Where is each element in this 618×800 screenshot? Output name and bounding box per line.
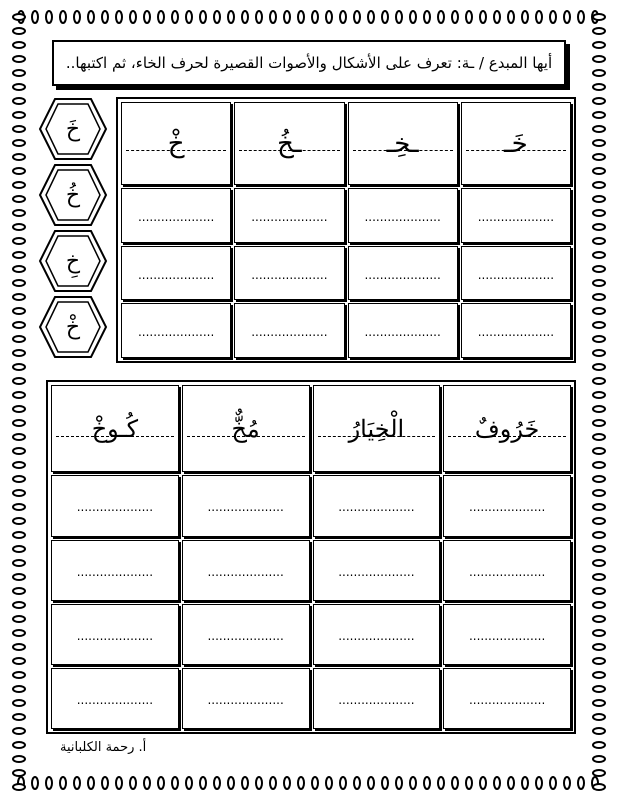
chain-pattern-bottom <box>12 774 606 792</box>
chain-link <box>593 56 605 62</box>
chain-link <box>593 238 605 244</box>
writing-cell[interactable] <box>121 188 231 243</box>
chain-link <box>13 196 25 202</box>
chain-link <box>593 700 605 706</box>
words-table <box>46 380 576 734</box>
chain-link <box>13 238 25 244</box>
chain-link <box>13 42 25 48</box>
dotted-line: .................... <box>207 692 284 707</box>
hexagon-letter <box>38 229 108 293</box>
chain-link <box>564 777 570 789</box>
chain-link <box>593 714 605 720</box>
table-row <box>51 385 571 472</box>
writing-cell[interactable] <box>182 475 310 536</box>
letter-form-cell <box>121 102 231 185</box>
chain-link <box>13 672 25 678</box>
chain-link <box>593 616 605 622</box>
chain-link <box>13 658 25 664</box>
chain-link <box>13 434 25 440</box>
chain-link <box>13 168 25 174</box>
chain-link <box>593 770 605 776</box>
dotted-line: .................... <box>251 209 328 224</box>
dotted-line: .................... <box>137 267 215 282</box>
chain-link <box>13 280 25 286</box>
chain-link <box>13 182 25 188</box>
chain-link <box>593 756 605 762</box>
chain-link <box>158 777 164 789</box>
chain-link <box>13 588 25 594</box>
chain-link <box>13 546 25 552</box>
dotted-line: .................... <box>477 325 555 340</box>
chain-link <box>172 777 178 789</box>
chain-pattern-right <box>590 8 608 792</box>
dotted-line: .................... <box>338 564 415 579</box>
chain-link <box>13 448 25 454</box>
table-row <box>51 604 571 665</box>
dotted-line: .................... <box>364 325 441 340</box>
writing-cell[interactable] <box>182 540 310 601</box>
chain-link <box>593 154 605 160</box>
short-vowel-letter: خَ <box>65 116 81 142</box>
chain-link <box>60 11 66 23</box>
chain-link <box>200 777 206 789</box>
chain-link <box>578 11 584 23</box>
chain-link <box>466 11 472 23</box>
chain-link <box>593 630 605 636</box>
chain-link <box>593 378 605 384</box>
chain-link <box>354 11 360 23</box>
dotted-line: .................... <box>137 209 215 224</box>
chain-link <box>186 777 192 789</box>
chain-link <box>158 11 164 23</box>
chain-link <box>340 777 346 789</box>
writing-cell[interactable] <box>121 303 231 358</box>
chain-link <box>494 777 500 789</box>
chain-link <box>593 168 605 174</box>
dotted-line: .................... <box>468 628 546 643</box>
word: الْخِيَارُ <box>348 414 405 443</box>
chain-link <box>593 420 605 426</box>
chain-link <box>593 112 605 118</box>
writing-cell[interactable] <box>51 604 179 665</box>
chain-link <box>550 11 556 23</box>
dotted-line: .................... <box>207 628 284 643</box>
chain-link <box>13 392 25 398</box>
letter-form-cell <box>461 102 571 185</box>
chain-link <box>13 378 25 384</box>
chain-link <box>13 476 25 482</box>
chain-link <box>13 714 25 720</box>
writing-cell[interactable] <box>121 246 231 301</box>
chain-link <box>593 266 605 272</box>
chain-link <box>13 336 25 342</box>
chain-link <box>593 518 605 524</box>
chain-link <box>593 686 605 692</box>
chain-link <box>116 11 122 23</box>
chain-link <box>13 266 25 272</box>
dotted-line: .................... <box>468 692 546 707</box>
table-row <box>121 246 571 301</box>
chain-link <box>60 777 66 789</box>
chain-link <box>438 11 444 23</box>
chain-link <box>13 700 25 706</box>
chain-link <box>13 644 25 650</box>
instruction-text: أيها المبدع / ـة: تعرف على الأشكال والأصوات القصيرة لحرف الخاء، ثم اكتبها.. <box>65 54 553 72</box>
chain-link <box>578 777 584 789</box>
chain-link <box>102 777 108 789</box>
chain-link <box>396 11 402 23</box>
chain-link <box>312 11 318 23</box>
letter-form-cell <box>348 102 458 185</box>
chain-link <box>13 742 25 748</box>
chain-link <box>410 777 416 789</box>
table-row <box>51 540 571 601</box>
hexagon-letter <box>38 163 108 227</box>
word-cell <box>443 385 571 472</box>
chain-link <box>593 742 605 748</box>
dotted-line: .................... <box>76 564 154 579</box>
chain-link <box>593 252 605 258</box>
writing-cell[interactable] <box>182 668 310 729</box>
chain-link <box>593 476 605 482</box>
chain-link <box>13 252 25 258</box>
chain-link <box>593 140 605 146</box>
chain-link <box>593 602 605 608</box>
chain-link <box>228 11 234 23</box>
chain-border-right <box>590 8 608 792</box>
chain-link <box>88 11 94 23</box>
chain-link <box>13 616 25 622</box>
chain-link <box>13 532 25 538</box>
chain-link <box>13 294 25 300</box>
chain-link <box>536 777 542 789</box>
writing-cell[interactable] <box>461 188 571 243</box>
chain-link <box>214 11 220 23</box>
chain-link <box>508 777 514 789</box>
word: كُـوخْ <box>91 414 139 443</box>
chain-link <box>593 70 605 76</box>
dotted-line: .................... <box>137 325 215 340</box>
chain-link <box>116 777 122 789</box>
chain-link <box>593 350 605 356</box>
chain-link <box>593 322 605 328</box>
dotted-line: .................... <box>468 564 546 579</box>
chain-link <box>593 784 605 790</box>
chain-link <box>13 770 25 776</box>
chain-link <box>200 11 206 23</box>
letter-form: خَـ <box>504 128 528 159</box>
chain-link <box>13 560 25 566</box>
chain-link <box>593 280 605 286</box>
chain-link <box>172 11 178 23</box>
chain-link <box>298 777 304 789</box>
chain-link <box>424 777 430 789</box>
chain-link <box>284 11 290 23</box>
chain-link <box>74 11 80 23</box>
chain-link <box>13 784 25 790</box>
chain-link <box>522 777 528 789</box>
chain-link <box>298 11 304 23</box>
chain-link <box>593 182 605 188</box>
chain-link <box>242 777 248 789</box>
table-row <box>51 668 571 729</box>
letter-form: ـخِـ <box>386 128 419 159</box>
chain-link <box>480 11 486 23</box>
chain-link <box>13 462 25 468</box>
chain-link <box>340 11 346 23</box>
writing-cell[interactable] <box>443 540 571 601</box>
chain-link <box>593 392 605 398</box>
chain-link <box>564 11 570 23</box>
writing-cell[interactable] <box>51 540 179 601</box>
chain-link <box>13 420 25 426</box>
writing-cell[interactable] <box>443 475 571 536</box>
chain-link <box>593 588 605 594</box>
writing-cell[interactable] <box>461 303 571 358</box>
chain-link <box>46 11 52 23</box>
chain-link <box>508 11 514 23</box>
chain-link <box>382 11 388 23</box>
chain-link <box>550 777 556 789</box>
chain-link <box>593 560 605 566</box>
word-cell <box>182 385 310 472</box>
writing-cell[interactable] <box>51 668 179 729</box>
chain-link <box>130 11 136 23</box>
chain-link <box>593 406 605 412</box>
chain-link <box>410 11 416 23</box>
short-vowel-letter: خُ <box>65 182 81 208</box>
chain-link <box>593 658 605 664</box>
chain-link <box>13 112 25 118</box>
chain-link <box>593 364 605 370</box>
writing-cell[interactable] <box>443 668 571 729</box>
chain-link <box>13 406 25 412</box>
chain-border-bottom <box>12 774 606 792</box>
table-row <box>121 188 571 243</box>
chain-link <box>270 777 276 789</box>
chain-link <box>480 777 486 789</box>
chain-link <box>186 11 192 23</box>
word: مُخٌّ <box>231 414 260 443</box>
chain-link <box>593 448 605 454</box>
chain-link <box>593 14 605 20</box>
chain-link <box>593 462 605 468</box>
chain-link <box>13 504 25 510</box>
chain-link <box>13 728 25 734</box>
chain-border-top <box>12 8 606 26</box>
chain-link <box>13 126 25 132</box>
chain-link <box>536 11 542 23</box>
writing-cell[interactable] <box>234 188 344 243</box>
chain-link <box>13 154 25 160</box>
chain-link <box>466 777 472 789</box>
chain-link <box>593 126 605 132</box>
chain-link <box>13 98 25 104</box>
writing-cell[interactable] <box>443 604 571 665</box>
chain-link <box>593 434 605 440</box>
dotted-line: .................... <box>207 500 284 515</box>
instruction-box <box>52 40 566 86</box>
chain-link <box>522 11 528 23</box>
chain-link <box>13 364 25 370</box>
chain-link <box>396 777 402 789</box>
chain-link <box>13 70 25 76</box>
chain-link <box>13 686 25 692</box>
chain-link <box>593 672 605 678</box>
table-row <box>121 303 571 358</box>
chain-link <box>326 11 332 23</box>
dotted-line: .................... <box>76 628 154 643</box>
dotted-line: .................... <box>364 209 441 224</box>
chain-link <box>256 11 262 23</box>
chain-link <box>593 644 605 650</box>
writing-cell[interactable] <box>461 246 571 301</box>
chain-link <box>593 308 605 314</box>
hexagon-letter <box>38 97 108 161</box>
chain-link <box>13 14 25 20</box>
chain-border-left <box>10 8 28 792</box>
writing-cell[interactable] <box>348 246 458 301</box>
dotted-line: .................... <box>364 267 441 282</box>
chain-link <box>593 504 605 510</box>
chain-link <box>214 777 220 789</box>
writing-cell[interactable] <box>182 604 310 665</box>
writing-cell[interactable] <box>313 604 441 665</box>
dotted-line: .................... <box>338 500 415 515</box>
chain-link <box>593 210 605 216</box>
hexagon-letter <box>38 295 108 359</box>
writing-cell[interactable] <box>348 188 458 243</box>
word-cell <box>313 385 441 472</box>
writing-cell[interactable] <box>313 540 441 601</box>
chain-link <box>32 777 38 789</box>
writing-cell[interactable] <box>51 475 179 536</box>
writing-cell[interactable] <box>234 246 344 301</box>
chain-link <box>102 11 108 23</box>
chain-link <box>74 777 80 789</box>
chain-link <box>593 294 605 300</box>
chain-link <box>593 42 605 48</box>
chain-link <box>593 84 605 90</box>
chain-link <box>13 518 25 524</box>
chain-link <box>593 98 605 104</box>
chain-link <box>494 11 500 23</box>
table-row <box>121 102 571 185</box>
chain-pattern-left <box>10 8 28 792</box>
writing-cell[interactable] <box>313 475 441 536</box>
short-vowel-letter: خْ <box>65 314 81 340</box>
letter-form-cell <box>234 102 344 185</box>
dotted-line: .................... <box>251 267 328 282</box>
chain-link <box>593 490 605 496</box>
chain-link <box>424 11 430 23</box>
letter-forms-table <box>116 97 576 363</box>
dotted-line: .................... <box>76 500 154 515</box>
chain-link <box>13 56 25 62</box>
chain-link <box>354 777 360 789</box>
letter-form: خْ <box>167 128 185 159</box>
letter-form: ـخُ <box>277 128 302 159</box>
chain-link <box>242 11 248 23</box>
dotted-line: .................... <box>468 500 546 515</box>
chain-link <box>13 322 25 328</box>
word: خَرُوفٌ <box>474 414 540 443</box>
chain-link <box>382 777 388 789</box>
chain-link <box>593 546 605 552</box>
chain-link <box>88 777 94 789</box>
short-vowel-letter: خِ <box>65 248 81 274</box>
chain-link <box>13 490 25 496</box>
chain-link <box>593 336 605 342</box>
chain-link <box>593 728 605 734</box>
chain-link <box>13 308 25 314</box>
chain-link <box>13 140 25 146</box>
dotted-line: .................... <box>477 209 555 224</box>
chain-link <box>13 756 25 762</box>
chain-link <box>13 350 25 356</box>
writing-cell[interactable] <box>234 303 344 358</box>
chain-link <box>13 574 25 580</box>
author-credit: أ. رحمة الكلبانية <box>60 740 147 755</box>
chain-link <box>46 777 52 789</box>
dotted-line: .................... <box>338 628 415 643</box>
chain-link <box>144 11 150 23</box>
chain-link <box>593 224 605 230</box>
chain-link <box>228 777 234 789</box>
table-row <box>51 475 571 536</box>
chain-link <box>368 11 374 23</box>
chain-link <box>270 11 276 23</box>
chain-link <box>326 777 332 789</box>
chain-link <box>452 11 458 23</box>
chain-link <box>13 630 25 636</box>
dotted-line: .................... <box>207 564 284 579</box>
chain-link <box>13 84 25 90</box>
dotted-line: .................... <box>338 692 415 707</box>
dotted-line: .................... <box>251 325 328 340</box>
writing-cell[interactable] <box>348 303 458 358</box>
chain-link <box>593 196 605 202</box>
word-cell <box>51 385 179 472</box>
chain-link <box>312 777 318 789</box>
chain-link <box>593 574 605 580</box>
chain-link <box>32 11 38 23</box>
dotted-line: .................... <box>477 267 555 282</box>
dotted-line: .................... <box>76 692 154 707</box>
writing-cell[interactable] <box>313 668 441 729</box>
chain-link <box>144 777 150 789</box>
chain-link <box>452 777 458 789</box>
chain-link <box>13 210 25 216</box>
chain-link <box>256 777 262 789</box>
chain-link <box>284 777 290 789</box>
chain-link <box>593 532 605 538</box>
chain-link <box>130 777 136 789</box>
chain-link <box>368 777 374 789</box>
chain-link <box>13 28 25 34</box>
chain-link <box>13 224 25 230</box>
chain-pattern-top <box>12 8 606 26</box>
chain-link <box>438 777 444 789</box>
chain-link <box>593 28 605 34</box>
chain-link <box>13 602 25 608</box>
